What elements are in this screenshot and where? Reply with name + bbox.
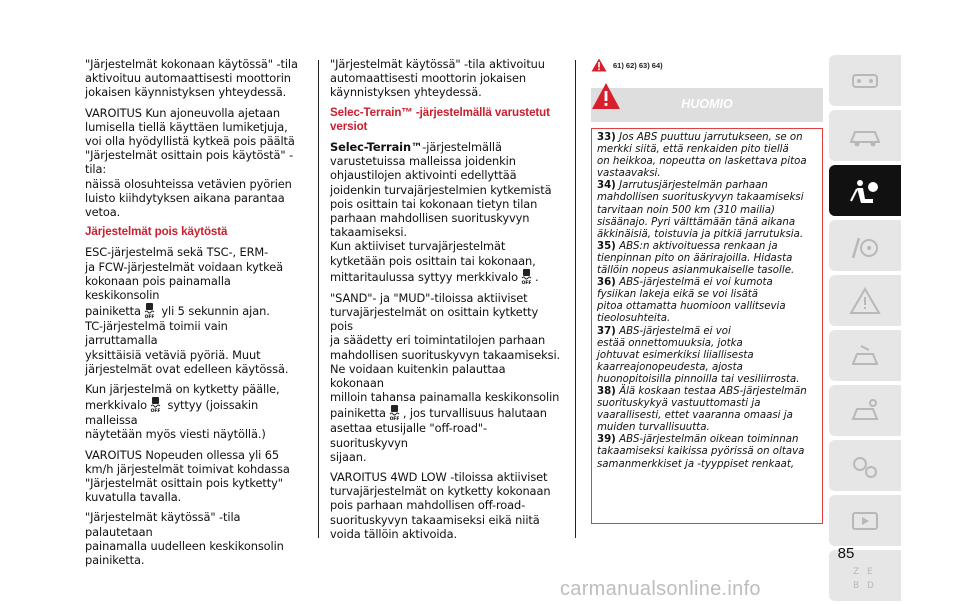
warning-triangle-icon <box>847 285 883 317</box>
paragraph: "Järjestelmät kokonaan käytössä" -tila aktivoituu automaattisesti moottorin jokaisen käynnistyksen yhteydessä. <box>85 57 298 100</box>
esc-icon-label: OFF <box>389 417 400 422</box>
watermark: carmanualsonline.info <box>560 578 761 600</box>
chapter-tab[interactable] <box>829 220 901 271</box>
note-number: 39) <box>597 434 616 446</box>
warning-paragraph: VAROITUS Nopeuden ollessa yli 65 km/h järjestelmät toimivat kohdassa "Järjestelmät osittain pois kytketty" kuvatulla tavalla. <box>85 447 290 505</box>
note-text: ABS-järjestelmän oikean toiminnan takaamiseksi kaikissa pyörissä on oltava samanmerkkiset ja -tyyppiset renkaat, <box>597 434 805 470</box>
note-header <box>591 88 823 122</box>
car-tools-icon <box>847 340 883 372</box>
note-list <box>597 132 818 471</box>
note-number: 35) <box>597 240 616 252</box>
chapter-tab[interactable] <box>829 330 901 381</box>
note-item <box>597 277 818 325</box>
note-number: 36) <box>597 277 616 289</box>
note-text: Jos ABS puuttuu jarrutukseen, se on merkki siitä, että renkaiden pito tiellä on heikkoa, nopeutta on laskettava pitoa vastaavaksi. <box>597 132 807 180</box>
chapter-tab[interactable] <box>829 165 901 216</box>
note-box <box>591 128 823 524</box>
note-text: ABS-järjestelmä ei voi estää onnettomuuksia, jotka johtuvat esimerkiksi liiallisesta kaarreajonopeudesta, ajosta huonopitoisilla pinnoilla tai vesiliirrosta. <box>597 325 800 385</box>
chapter-tab[interactable] <box>829 55 901 106</box>
car-lights-icon <box>847 120 883 152</box>
note-item <box>597 241 818 277</box>
section-heading: Järjestelmät pois käytöstä <box>85 225 228 239</box>
chapter-tab[interactable] <box>829 385 901 436</box>
svg-text:D: D <box>867 580 874 591</box>
text-run: syttyy (joissakin malleissa näytetään myös viesti näytöllä.) <box>85 398 266 442</box>
svg-text:E: E <box>867 566 873 577</box>
column-divider <box>575 60 576 538</box>
warning-triangle-icon <box>591 58 607 72</box>
paragraph: "Järjestelmät käytössä" -tila palautetaan painamalla uudelleen keskikonsolin painiketta. <box>85 510 284 568</box>
text-run: Kun järjestelmä on kytketty päälle, merkkivalo <box>85 382 280 413</box>
warning-refs: 61) 62) 63) 64) <box>613 60 663 70</box>
warning-paragraph: VAROITUS 4WD LOW -tiloissa aktiiviset turvajärjestelmät on kytketty kokonaan pois parhaan mahdollisen off-road- suorituskyvyn takaamiseksi eikä niitä voida tällöin aktivoida. <box>330 470 551 541</box>
chapter-tab[interactable] <box>829 440 901 491</box>
svg-text:Z: Z <box>853 566 860 577</box>
key-steering-icon <box>847 230 883 262</box>
text-run: . <box>534 269 539 284</box>
note-number: 38) <box>597 385 616 397</box>
esc-icon-label: OFF <box>150 409 161 414</box>
text-run: -järjestelmällä varustetuissa malleissa joidenkin ohjaustilojen aktivointi edellyttää joidenkin turvajärjestelmien kytkemistä pois osittain tai kokonaan tietyn tilan parhaan mahdollisen suorituskyvyn takaamiseksi. Kun aktiiviset turvajärjestelmät kytketään pois osittain tai kokonaan, mittaritaulussa syttyy merkkivalo <box>330 140 552 284</box>
text-run: , jos turvallisuus halutaan asettaa etusijalle "off-road"-suorituskyvyn sijaan. <box>330 406 547 464</box>
note-item <box>597 434 818 470</box>
bold-term: Selec-Terrain™ <box>330 140 423 155</box>
note-text: ABS:n aktivoituessa renkaan ja tienpinnan pito on äärirajoilla. Hidasta tällöin nopeus asianmukaiselle tasolle. <box>597 240 795 277</box>
svg-text:B: B <box>853 580 860 591</box>
column-left <box>85 57 303 573</box>
note-text: Älä koskaan testaa ABS-järjestelmän suorituskykyä vastuuttomasti ja vaarallisesti, ettet vaaranna omaasi ja muiden turvallisuutta. <box>597 385 807 434</box>
chapter-tabs <box>829 55 901 604</box>
note-number: 33) <box>597 132 616 143</box>
note-item <box>597 326 818 386</box>
note-item <box>597 386 818 434</box>
column-divider <box>318 60 319 538</box>
note-number: 34) <box>597 180 616 192</box>
esc-off-icon <box>520 268 533 285</box>
note-text: Jarrutusjärjestelmän parhaan mahdollisen suorituskyvyn takaamiseksi tarvitaan noin 500 km (310 mailia) sisäänajo. Pyri välttämään tänä aikana äkkinäisiä, toistuvia ja pitkiä jarrutuksia. <box>597 180 804 240</box>
car-wrench-icon <box>847 395 883 427</box>
chapter-tab[interactable] <box>829 110 901 161</box>
note-item <box>597 132 818 180</box>
note-text: ABS-järjestelmä ei voi kumota fysiikan lakeja eikä se voi lisätä pitoa ottamatta huomioon vallitsevia tieolosuhteita. <box>597 277 786 325</box>
esc-off-icon <box>388 404 401 421</box>
column-middle <box>330 57 562 547</box>
paragraph <box>330 291 562 464</box>
note-item <box>597 180 818 240</box>
chapter-tab[interactable] <box>829 275 901 326</box>
section-heading: Selec-Terrain™ -järjestelmällä varustetut versiot <box>330 105 550 133</box>
esc-icon-label: OFF <box>521 280 532 285</box>
note-number: 37) <box>597 325 616 337</box>
alphabetical-index-icon <box>847 560 883 592</box>
esc-off-icon <box>143 302 156 319</box>
page-number: 85 <box>837 545 855 562</box>
text-run: "SAND"- ja "MUD"-tiloissa aktiiviset turvajärjestelmät on osittain kytketty pois ja säädetty eri toimintatilojen parhaan mahdollisen suorituskyvyn takaamiseksi. Ne voidaan kuitenkin palauttaa kokonaan milloin tahansa painamalla keskikonsolin painiketta <box>330 290 561 421</box>
gears-icon <box>847 450 883 482</box>
text-run: ESC-järjestelmä sekä TSC-, ERM- ja FCW-järjestelmät voidaan kytkeä kokonaan pois painamalla keskikonsolin painiketta <box>85 245 283 319</box>
column-right <box>591 56 823 524</box>
text-run: yli 5 sekunnin ajan. TC-järjestelmä toimii vain jarruttamalla yksittäisiä vetäviä pyöriä. Muut järjestelmät ovat edelleen käytössä. <box>85 304 289 376</box>
multimedia-icon <box>847 505 883 537</box>
paragraph <box>85 382 303 442</box>
note-title: HUOMIO <box>681 97 733 111</box>
car-dashboard-icon <box>847 65 883 97</box>
paragraph: "Järjestelmät käytössä" -tila aktivoituu automaattisesti moottorin jokaisen käynnistyksen yhteydessä. <box>330 57 545 100</box>
warning-paragraph: VAROITUS Kun ajoneuvolla ajetaan lumisella tiellä käyttäen lumiketjuja, voi olla hyödyllistä kytkeä pois päältä "Järjestelmät osittain pois käytöstä" -tila: näissä olosuhteissa vetävien pyörien luisto kiihdytyksen aikana parantaa vetoa. <box>85 105 295 220</box>
esc-off-icon <box>149 396 162 413</box>
paragraph <box>330 140 562 285</box>
airbag-seat-icon <box>847 175 883 207</box>
warning-reference-row <box>591 56 823 74</box>
paragraph <box>85 245 303 376</box>
chapter-tab[interactable] <box>829 495 901 546</box>
esc-icon-label: OFF <box>144 315 155 320</box>
